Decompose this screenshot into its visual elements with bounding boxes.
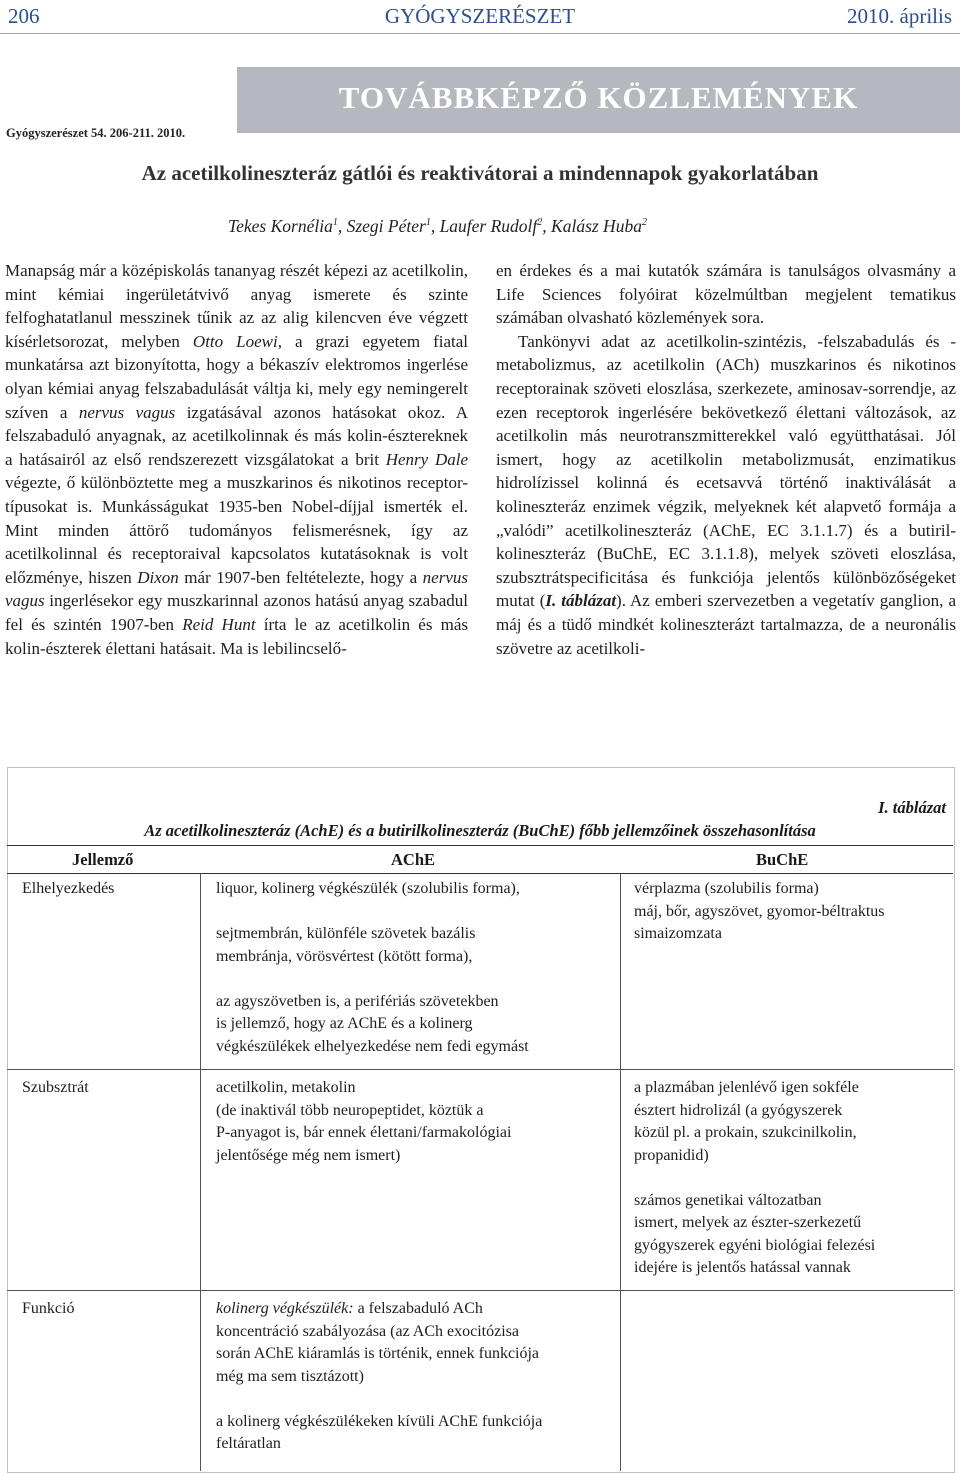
body-column-right [496, 259, 956, 660]
affiliation-mark: 2 [537, 217, 543, 229]
cell-line: ismert, melyek az észter-szerkezetű [634, 1214, 862, 1231]
emphasis: kolinerg végkészülék: [216, 1300, 354, 1317]
cell-line: P-anyagot is, bár ennek élettani/farmakológiai [216, 1124, 512, 1141]
text-run: írta le az acetilkolin és más kolin-észterek élettani hatásait. Ma is lebilincselő- [5, 614, 469, 658]
table-caption: Az acetilkolineszteráz (AchE) és a butirilkolineszteráz (BuChE) főbb jellemzőinek összehasonlítása [144, 821, 816, 840]
cell-line: propanidid) [634, 1146, 709, 1164]
header-rule [0, 33, 960, 34]
text-run: Manapság már a középiskolás tananyag részét képezi az acetilkolin, mint kémiai ingerületátvivő anyag ismerete és szinte felfoghatatlanul messzinek tűnik az az alig kilencven éve végzett kísérletsorozat, melyben [5, 261, 468, 351]
issue-date: 2010. április [847, 4, 952, 28]
cell-line: acetilkolin, metakolin [216, 1079, 356, 1096]
cell-buche-location [634, 878, 885, 946]
column-header-buche: BuChE [756, 850, 809, 869]
row-label-location: Elhelyezkedés [22, 880, 115, 897]
affiliation-mark: 1 [332, 217, 338, 229]
cell-line: simaizomzata [634, 925, 722, 942]
column-header-feature: Jellemző [72, 850, 134, 869]
latin-term: nervus vagus [78, 402, 176, 422]
affiliation-mark: 2 [641, 217, 647, 229]
cell-line: koncentráció szabályozása (az ACh exocitózisa [216, 1322, 519, 1340]
row-divider [7, 1069, 953, 1070]
row-label-function: Funkció [22, 1300, 75, 1317]
text-run: Tankönyvi adat az acetilkolin-szintézis, -felszabadulás és -metabolizmus, az acetilkolin (ACh) muszkarinos és nikotinos receptorainak szöveti eloszlása, szerkezete, aminosav-sorrendje, az ezen receptorok ingerlésére bekövetkező élettani változások, az acetilkolin más neurotranszmitterekkel való együtthatásai. Jól ismert, hogy az acetilkolin metabolizmusát, enzimatikus hidrolízissel kolinná és ecetsavvá történő inaktiválását a kolineszteráz enzimek végzik, melyeknek két alapvető formája a „valódi” acetilkolineszteráz (AChE, EC 3.1.1.7) és a butiril-kolineszteráz (BuChE, EC 3.1.1.8), melyek szöveti eloszlása, szubsztrátspecificitása és funkciója jelentős különbözőségeket mutat ( [496, 331, 956, 611]
cell-buche-substrate [634, 1077, 875, 1280]
cell-gap [216, 1388, 542, 1411]
author-name: Laufer Rudolf [439, 216, 538, 236]
person-name: Henry Dale [385, 449, 468, 469]
cell-line: vérplazma (szolubilis forma) [634, 880, 819, 897]
table-rule [7, 873, 953, 874]
column-header-ache: AChE [391, 850, 436, 869]
cell-line: közül pl. a prokain, szukcinilkolin, [634, 1124, 857, 1141]
column-divider [200, 874, 201, 1471]
paragraph [5, 259, 468, 660]
cell-gap [216, 901, 529, 924]
body-column-left [5, 259, 468, 660]
text-run: ingerlésekor egy muszkarinnal azonos hatású anyag szabadul fel és szintén 1907-ben [5, 591, 468, 634]
column-divider [620, 874, 621, 1471]
cell-line: gyógyszerek egyéni biológiai felezési [634, 1236, 876, 1254]
paragraph: en érdekes és a mai kutatók számára is tanulságos olvasmány a Life Sciences folyóirat közelmúltban megjelent tematikus számában olvasható közlemények sora. [496, 261, 956, 328]
cell-line: a plazmában jelenlévő igen sokféle [634, 1079, 859, 1096]
page-number: 206 [8, 4, 40, 28]
person-name: Reid Hunt [182, 614, 256, 634]
author-name: Tekes Kornélia [228, 216, 333, 236]
text-run: a felszabaduló ACh [353, 1300, 483, 1317]
section-banner-title: TOVÁBBKÉPZŐ KÖZLEMÉNYEK [338, 80, 859, 115]
running-head [0, 4, 960, 28]
cell-line: idejére is jelentős hatással vannak [634, 1259, 851, 1276]
cell-line: számos genetikai változatban [634, 1191, 822, 1209]
latin-term: nervus vagus [5, 567, 468, 611]
cell-ache-function [216, 1298, 542, 1456]
text-run: izgatásával azonos hatásokat okoz. A felszabaduló anyagnak, az acetilkolinnak és más kolin-észtereknek a hatásairól az első rendszerezett vizsgálatokat a brit [5, 402, 468, 469]
table-reference: I. táblázat [545, 591, 617, 611]
person-name: Dixon [137, 567, 179, 587]
person-name: Otto Loewi [192, 331, 278, 351]
row-label-substrate: Szubsztrát [22, 1079, 89, 1096]
author-list: Tekes Kornélia$^1$, Szegi Péter$^1$, Laufer Rudolf$^2$, Kalász Huba$^2$ [228, 216, 647, 236]
table-number: I. táblázat [878, 798, 946, 817]
cell-line: észtert hidrolizál (a gyógyszerek [634, 1101, 843, 1119]
author-name: Szegi Péter [346, 216, 426, 236]
article-title: Az acetilkolineszteráz gátlói és reaktivátorai a mindennapok gyakorlatában [141, 161, 819, 185]
cell-line: az agyszövetben is, a perifériás szövetekben [216, 992, 499, 1010]
cell-ache-location [216, 878, 529, 1058]
cell-line: még ma sem tisztázott) [216, 1367, 364, 1385]
row-divider [7, 1290, 953, 1291]
cell-ache-substrate [216, 1077, 511, 1167]
cell-line: feltáratlan [216, 1435, 281, 1452]
cell-line: jelentősége még nem ismert) [216, 1146, 401, 1164]
cell-gap [216, 968, 529, 991]
cell-line: végkészülékek elhelyezkedése nem fedi egymást [216, 1037, 529, 1055]
journal-name: GYÓGYSZERÉSZET [384, 4, 576, 28]
text-run: végezte, ő különböztette meg a muszkarinos és nikotinos receptor-típusokat is. Munkásságukat 1935-ben Nobel-díjjal ismerték el. Mint minden áttörő tudományos felismerésnek, így az acetilkolinnal és receptoraival kapcsolatos kutatásoknak is volt előzménye, hiszen [5, 473, 468, 587]
cell-line: máj, bőr, agyszövet, gyomor-béltraktus [634, 902, 885, 920]
cell-line: során AChE kiáramlás is történik, ennek funkciója [216, 1345, 540, 1362]
paragraph [496, 330, 956, 660]
author-name: Kalász Huba [551, 216, 642, 236]
text-run: , a grazi egyetem fiatal munkatársa azt bizonyította, hogy a békaszív elektromos ingerlése olyan kémiai anyag felszabadulását váltja ki, mely egy nemingerelt szíven a [5, 331, 468, 422]
cell-gap [634, 1167, 875, 1190]
affiliation-mark: 1 [425, 217, 431, 229]
text-run: ). Az emberi szervezetben a vegetatív ganglion, a máj és a tüdő mindkét kolineszterázt tartalmazza, de a neuronális szövetre az acetilkoli- [496, 591, 956, 658]
table-rule [7, 845, 953, 846]
cell-line [216, 1298, 542, 1321]
citation: Gyógyszerészet 54. 206-211. 2010. [6, 126, 186, 140]
text-run: már 1907-ben feltételezte, hogy a [178, 567, 423, 587]
cell-line: liquor, kolinerg végkészülék (szolubilis forma), [216, 880, 520, 897]
cell-line: is jellemző, hogy az AChE és a kolinerg [216, 1015, 473, 1032]
cell-line: (de inaktivál több neuropeptidet, köztük a [216, 1101, 484, 1119]
cell-line: sejtmembrán, különféle szövetek bazális [216, 925, 476, 942]
cell-line: membránja, vörösvértest (kötött forma), [216, 947, 473, 965]
cell-line: a kolinerg végkészülékeken kívüli AChE funkciója [216, 1412, 543, 1430]
